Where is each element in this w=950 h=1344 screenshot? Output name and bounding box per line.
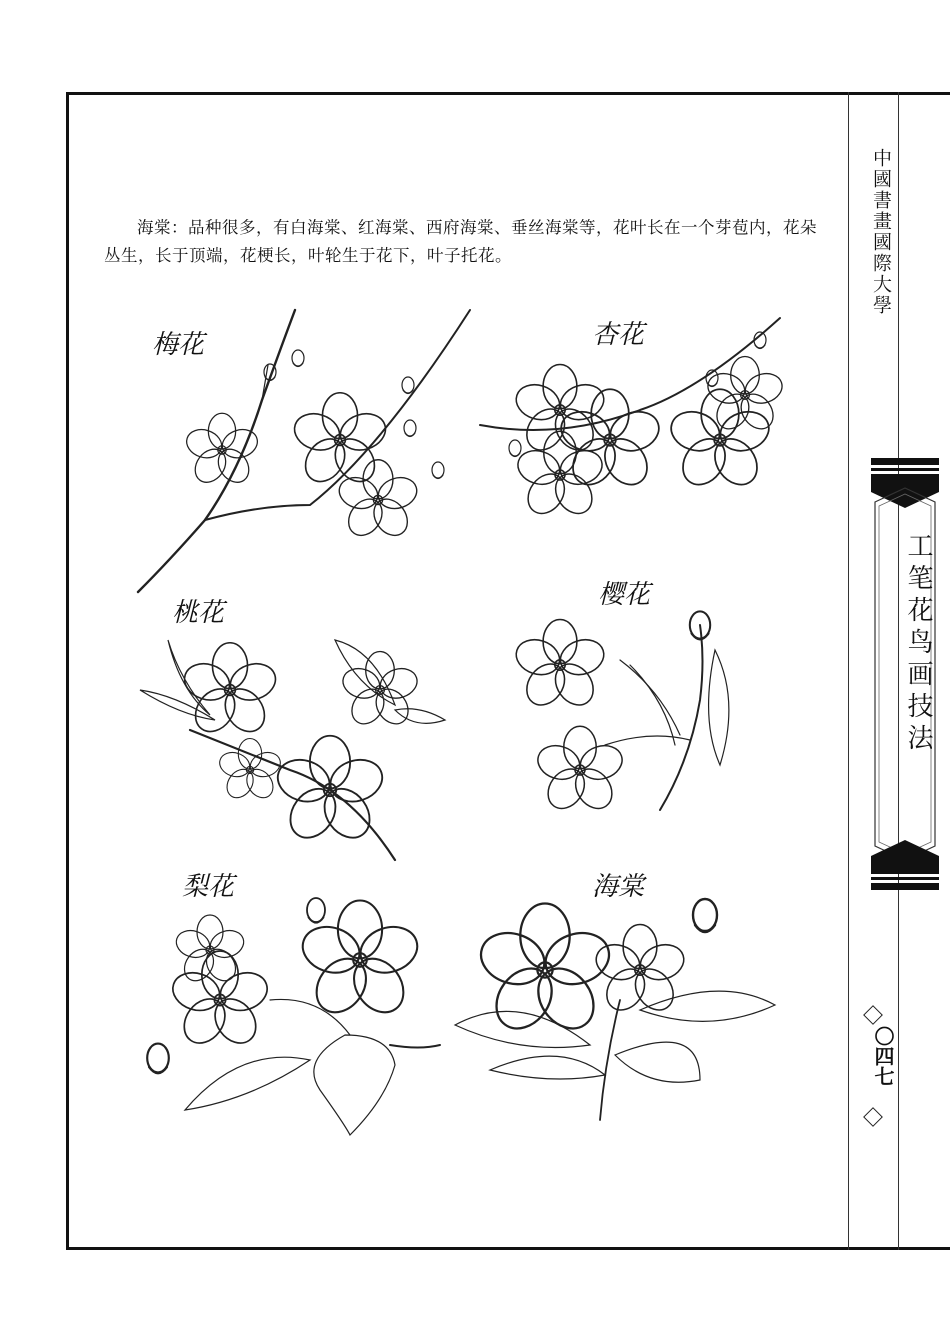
side-header: 中國書畫國際大學 (870, 148, 892, 316)
flower-label-apricot: 杏花 (592, 320, 645, 350)
flower-label-pear: 梨花 (182, 872, 235, 902)
plum-blossom-drawing (138, 310, 470, 592)
flower-label-peach: 桃花 (172, 598, 225, 628)
flower-label-cherry: 樱花 (598, 580, 651, 610)
flower-label-plum: 梅花 (152, 330, 205, 360)
book-title: 工笔花鸟画技法 (903, 532, 933, 756)
begonia-drawing (455, 899, 775, 1120)
apricot-blossom-drawing (480, 318, 786, 520)
page-number: 〇四七 (871, 1026, 895, 1086)
pear-blossom-drawing (147, 898, 440, 1135)
peach-blossom-drawing (140, 640, 445, 860)
intro-paragraph: 海棠：品种很多，有白海棠、红海棠、西府海棠、垂丝海棠等，花叶长在一个芽苞内，花朵丛生，长于顶端，花梗长，叶轮生于花下，叶子托花。 (104, 218, 817, 265)
cherry-blossom-drawing (512, 611, 729, 815)
flower-label-begonia: 海棠 (592, 872, 645, 902)
